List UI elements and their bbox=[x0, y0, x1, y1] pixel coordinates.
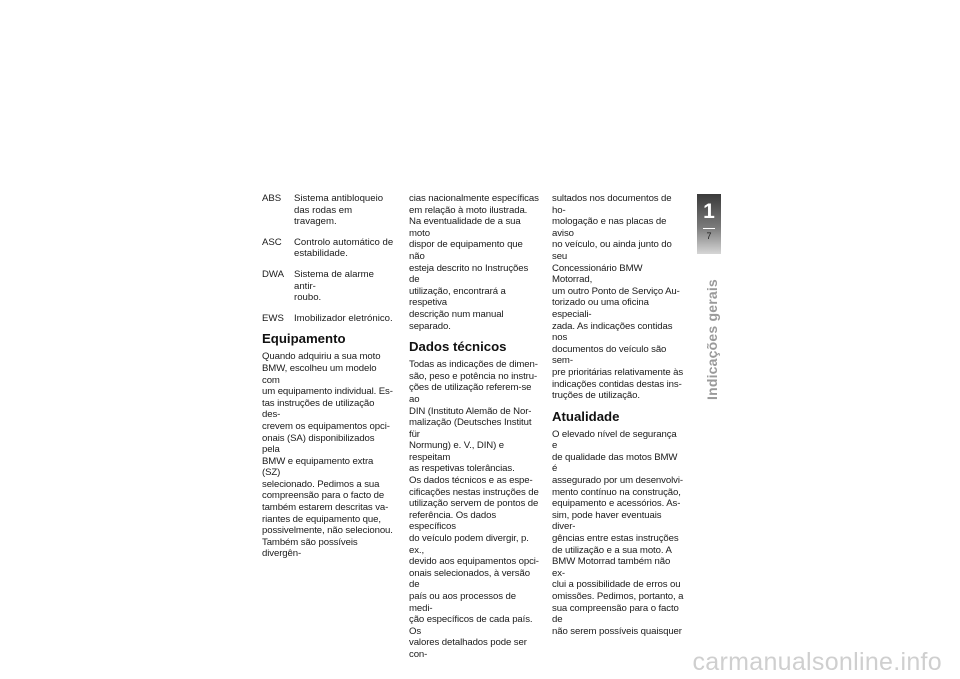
column-1 bbox=[262, 193, 394, 560]
abbreviation-list bbox=[262, 193, 394, 324]
column-2 bbox=[409, 193, 541, 661]
chapter-tab bbox=[697, 194, 721, 254]
abbreviation-value: Sistema de alarme antir- roubo. bbox=[294, 268, 374, 304]
abbreviation-item bbox=[262, 313, 394, 325]
section-label-text: Indicações gerais bbox=[704, 279, 720, 400]
abbreviation-item bbox=[262, 237, 394, 260]
abbreviation-key: ASC bbox=[262, 236, 282, 248]
paragraph-dados-tecnicos-2: Os dados técnicos e as espe- cificações nestas instruções de utilização servem de pontos de referência. Os dados específicos do veículo podem divergir, p. ex., devido aos equipamentos opci- onais selecionados, à versão de país ou aos processos de medi- ção específicos de cada país. Os valores detalhados pode ser con- bbox=[409, 475, 539, 660]
paragraph-dados-tecnicos-continued: sultados nos documentos de ho- mologação e nas placas de aviso no veículo, ou ainda junto do seu Concessionário BMW Motorrad, um outro Ponto de Serviço Au- torizado ou uma oficina especiali- zada. As indicações contidas nos documentos do veículo são sem- pre prioritárias relativamente às indicações contidas destas ins- truções de utilização. bbox=[552, 193, 684, 402]
abbreviation-value: Sistema antibloqueio das rodas em travagem. bbox=[294, 193, 384, 228]
abbreviation-key: DWA bbox=[262, 268, 285, 280]
abbreviation-item bbox=[262, 193, 394, 228]
paragraph-atualidade: O elevado nível de segurança e de qualidade das motos BMW é assegurado por um desenvolvi- mento contínuo na construção, equipamento e acessórios. As- sim, pode haver eventuais diver- gências entre estas instruções de utilização e a sua moto. A BMW Motorrad também não ex- clui a possibilidade de erros ou omissões. Pedimos, portanto, a sua compreensão para o facto de não serem possíveis quaisquer bbox=[552, 428, 684, 637]
paragraph-equipamento: Quando adquiriu a sua moto BMW, escolheu um modelo com um equipamento individual. Es- tas instruções de utilização des- crevem os equipamentos opci- onais (SA) disponibilizados pela BMW e equipamento extra (SZ) selecionado. Pedimos a sua compreensão para o facto de também estarem descritas va- riantes de equipamento que, possivelmente, não selecionou. Também são possíveis divergên- bbox=[262, 351, 393, 560]
chapter-number: 1 bbox=[703, 200, 715, 223]
chapter-divider bbox=[703, 228, 715, 229]
abbreviation-value: Imobilizador eletrónico. bbox=[294, 312, 393, 324]
abbreviation-value: Controlo automático de estabilidade. bbox=[294, 236, 394, 260]
heading-dados-tecnicos: Dados técnicos bbox=[409, 339, 507, 355]
abbreviation-key: EWS bbox=[262, 312, 284, 324]
paragraph-equipamento-continued: cias nacionalmente específicas em relação à moto ilustrada. Na eventualidade de a sua moto dispor de equipamento que não esteja descrito no Instruções de utilização, encontrará a respetiva descrição num manual separado. bbox=[409, 193, 539, 332]
abbreviation-item bbox=[262, 269, 394, 304]
abbreviation-key: ABS bbox=[262, 193, 282, 204]
watermark: carmanualsonline.info bbox=[692, 648, 942, 676]
column-3 bbox=[552, 193, 684, 637]
page-number: 7 bbox=[706, 231, 712, 241]
heading-atualidade: Atualidade bbox=[552, 408, 620, 424]
paragraph-dados-tecnicos-1: Todas as indicações de dimen- são, peso e potência no instru- ções de utilização referem-se ao DIN (Instituto Alemão de Nor- malização (Deutsches Institut für Normung) e. V., DIN) e respeitam as respetivas tolerâncias. bbox=[409, 359, 538, 475]
section-label bbox=[704, 270, 724, 400]
heading-equipamento: Equipamento bbox=[262, 331, 346, 347]
